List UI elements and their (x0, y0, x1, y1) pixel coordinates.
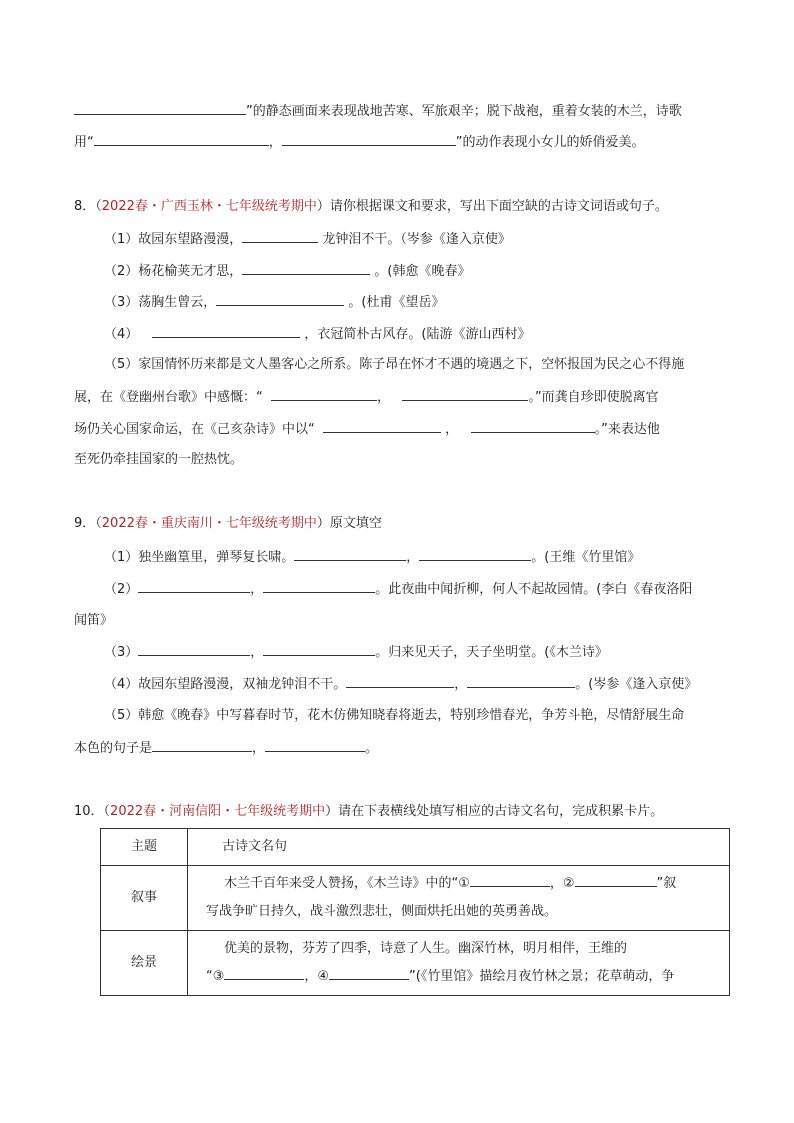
answer-blank[interactable] (271, 388, 377, 401)
q8-item-1 (104, 230, 511, 249)
item-text: 本色的句子是 (74, 741, 153, 756)
q9-item-2-l2 (74, 612, 113, 630)
item-text: ，衣冠简朴古风存。(陆游《游山西村》 (304, 327, 531, 342)
item-text: 。此夜曲中闻折柳，何人不起故园情。(李白《春夜洛阳 (375, 582, 693, 597)
row-line: 优美的景物，芬芳了四季，诗意了人生。幽深竹林，明月相伴，王维的 (224, 941, 628, 956)
answer-blank[interactable] (152, 739, 252, 752)
item-text: （5）家国情怀历来都是文人墨客心之所系。陈子昂在怀才不遇的境遇之下，空怀报国为民之心不得施 (104, 357, 685, 372)
item-text: （2）杨花榆荚无才思， (104, 264, 243, 279)
item-text: 。”而龚自珍即使脱离官 (528, 390, 659, 405)
paren: ） (316, 516, 330, 531)
q8-header (74, 198, 668, 216)
q10-header (74, 803, 663, 821)
table-row (101, 866, 730, 931)
item-text: 。(杜甫《望岳》 (348, 295, 445, 310)
q8-item-5-l2 (74, 388, 659, 407)
answer-blank[interactable] (471, 420, 595, 433)
item-text: 。”来表达他 (594, 422, 660, 437)
answer-blank[interactable] (346, 675, 454, 688)
answer-blank[interactable] (419, 548, 531, 561)
q8-item-5-l3 (74, 420, 660, 439)
answer-blank[interactable] (323, 420, 441, 433)
q8-item-3 (104, 293, 445, 312)
answer-blank[interactable] (138, 643, 250, 656)
answer-blank[interactable] (282, 133, 456, 146)
item-text: （4）故园东望路漫漫，双袖龙钟泪不干。 (104, 677, 347, 692)
intro-line-2 (74, 133, 645, 152)
answer-blank[interactable] (263, 580, 375, 593)
comma: ， (268, 135, 282, 150)
q9-item-1 (104, 548, 640, 567)
q9-item-3 (104, 643, 608, 662)
question-source: 2022春・广西玉林・七年级统考期中 (101, 199, 317, 214)
question-prompt: 原文填空 (329, 516, 382, 531)
item-text: 至死仍牵挂国家的一腔热忱。 (74, 452, 244, 467)
item-text: 场仍关心国家命运，在《己亥杂诗》中以“ (74, 422, 315, 437)
answer-blank[interactable] (467, 675, 575, 688)
intro-text: ”的静态画面来表现战地苦寒、军旅艰辛；脱下战袍，重着女装的木兰，诗歌 (246, 104, 682, 119)
answer-blank[interactable] (575, 874, 657, 887)
table-header-row (101, 829, 730, 866)
row-text: ，④ (304, 969, 330, 984)
q8-item-5-l1 (104, 356, 684, 374)
answer-blank[interactable] (242, 262, 370, 275)
item-text: 闻笛》 (74, 613, 114, 628)
row-text: ”叙 (656, 876, 677, 891)
item-text: 。 (365, 741, 379, 756)
answer-blank[interactable] (152, 325, 300, 338)
item-text: （4） (104, 327, 139, 342)
question-prompt: 请在下表横线处填写相应的古诗文名句，完成积累卡片。 (338, 804, 664, 819)
question-prompt: 请你根据课文和要求，写出下面空缺的古诗文词语或句子。 (329, 199, 668, 214)
comma: ， (250, 645, 264, 660)
accumulation-card-table (100, 828, 730, 996)
q9-item-5-l1 (104, 707, 684, 725)
comma: ， (377, 390, 391, 405)
question-source: 2022春・重庆南川・七年级统考期中 (101, 516, 317, 531)
answer-blank[interactable] (94, 133, 269, 146)
comma: ， (445, 422, 459, 437)
answer-blank[interactable] (224, 967, 304, 980)
comma: ， (252, 741, 266, 756)
row-text: ”(《竹里馆》描绘月夜竹林之景；花草萌动，争 (409, 969, 675, 984)
answer-blank[interactable] (402, 388, 528, 401)
answer-blank[interactable] (216, 293, 344, 306)
item-text: （1）故园东望路漫漫， (104, 232, 243, 247)
item-text: 。(韩愈《晚春》 (374, 264, 471, 279)
answer-blank[interactable] (242, 230, 318, 243)
row-text: 木兰千百年来受人赞扬，《木兰诗》中的“① (224, 876, 470, 891)
q9-item-4 (104, 675, 697, 694)
answer-blank[interactable] (470, 874, 550, 887)
item-text: （5）韩愈《晚春》中写暮春时节，花木仿佛知晓春将逝去，特别珍惜春光，争芳斗艳，尽情舒展生命 (104, 708, 685, 723)
row-text: ，② (549, 876, 575, 891)
item-text: 展，在《登幽州台歌》中感慨：“ (74, 390, 263, 405)
q9-header (74, 515, 382, 533)
header-theme: 主题 (101, 829, 188, 866)
row-line (206, 870, 721, 898)
answer-blank[interactable] (74, 102, 246, 115)
intro-text: ”的动作表现小女儿的娇俏爱美。 (455, 135, 645, 150)
item-text: （2） (104, 582, 139, 597)
row-line (206, 963, 721, 991)
answer-blank[interactable] (329, 967, 409, 980)
answer-blank[interactable] (138, 580, 250, 593)
paren: ） (325, 804, 339, 819)
q8-item-2 (104, 262, 471, 281)
item-text: 龙钟泪不干。（岑参《逢入京使》 (322, 232, 511, 247)
q8-item-5-l4 (74, 451, 243, 469)
row-content (188, 866, 730, 931)
row-theme: 绘景 (101, 931, 188, 996)
answer-blank[interactable] (263, 643, 375, 656)
comma: ， (454, 677, 468, 692)
row-theme: 叙事 (101, 866, 188, 931)
intro-text: 用“ (74, 135, 94, 150)
item-text: （3）荡胸生曾云， (104, 295, 217, 310)
answer-blank[interactable] (294, 548, 406, 561)
q8-item-4 (104, 325, 531, 344)
row-line: 写战争旷日持久，战斗激烈悲壮，侧面烘托出她的英勇善战。 (206, 904, 558, 919)
item-text: 。归来见天子，天子坐明堂。(《木兰诗》 (375, 645, 608, 660)
question-number: 8．（ (74, 199, 102, 214)
table-row (101, 931, 730, 996)
item-text: （1）独坐幽篁里，弹琴复长啸。 (104, 550, 295, 565)
row-text: “③ (206, 969, 225, 984)
item-text: 。(岑参《逢入京使》 (575, 677, 698, 692)
paren: ） (316, 199, 330, 214)
q9-item-2 (104, 580, 692, 599)
question-number: 9．（ (74, 516, 102, 531)
answer-blank[interactable] (265, 739, 365, 752)
comma: ， (250, 582, 264, 597)
item-text: 。(王维《竹里馆》 (531, 550, 641, 565)
row-content (188, 931, 730, 996)
q9-item-5-l2 (74, 739, 378, 758)
question-number: 10．（ (74, 804, 111, 819)
header-content: 古诗文名句 (188, 829, 730, 866)
question-source: 2022春・河南信阳・七年级统考期中 (110, 804, 326, 819)
comma: ， (406, 550, 420, 565)
intro-line-1 (74, 102, 682, 121)
item-text: （3） (104, 645, 139, 660)
